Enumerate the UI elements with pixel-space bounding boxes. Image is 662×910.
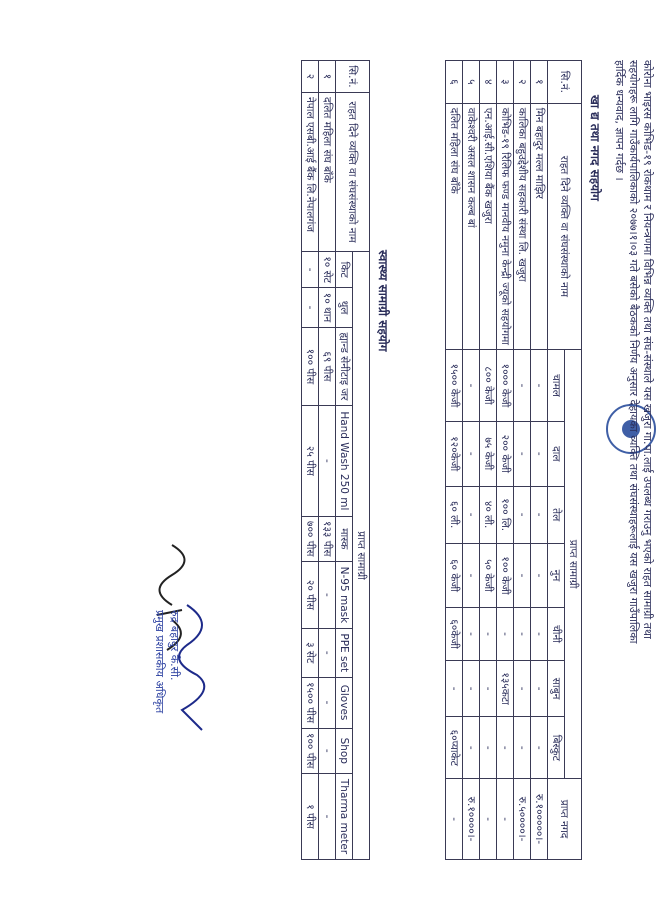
cell-cash: रु.१००००।- [463, 779, 480, 860]
col-sn: सि.नं. [548, 61, 582, 104]
cell-name: कोभिड-१९ रिलिफ फण्ड मानवीय नमुना केन्द्री ज्यूको सहयोगमा [497, 103, 514, 349]
cell-sanitizer: १०० पीस [302, 327, 319, 406]
col-hand-wash: Hand Wash 250 ml [336, 406, 353, 516]
cell-cash: - [446, 779, 463, 860]
cell-soap: - [531, 660, 548, 717]
cell-salt: १०० केजी [497, 543, 514, 608]
col-mask: मास्क [336, 516, 353, 561]
col-gloves: Gloves [336, 677, 353, 728]
cell-cash: रु.५००००।- [514, 779, 531, 860]
cell-sugar: - [480, 608, 497, 661]
cell-sn: ५ [463, 61, 480, 104]
officer-stamp [152, 610, 182, 713]
cell-sn: २ [514, 61, 531, 104]
cell-lentil: - [463, 422, 480, 487]
cell-rice: - [531, 349, 548, 421]
food-table-body [446, 61, 548, 860]
cell-oil: - [463, 486, 480, 543]
table-row [514, 61, 531, 860]
cell-soap: १३५कटा [497, 660, 514, 717]
cell-oil: - [531, 486, 548, 543]
col-rice: चामल [548, 349, 565, 421]
cell-biscuit: - [463, 717, 480, 779]
cell-lentil: - [531, 422, 548, 487]
cell-salt: - [531, 543, 548, 608]
cell-oil: १०० लि. [497, 486, 514, 543]
cell-biscuit: - [531, 717, 548, 779]
cell-thermometer: - [319, 773, 336, 859]
table-row [480, 61, 497, 860]
cell-sn: ४ [480, 61, 497, 104]
cell-lentil: ७५ केजी [480, 422, 497, 487]
col-biscuit: बिस्कुट [548, 717, 565, 779]
section-health-title: स्वास्थ्य सामाग्री सहयोग [376, 250, 390, 352]
cell-sn: १ [319, 61, 336, 93]
col-salt: नुन [548, 543, 565, 608]
cell-name: कालिका बहुउद्देशीय सहकारी संस्था लि. खजुरा [514, 103, 531, 349]
cell-hand_wash: - [319, 406, 336, 516]
cell-name: वाकेश्वरी असल शासन कल्ब बां [463, 103, 480, 349]
table-row [446, 61, 463, 860]
col-lentil: दाल [548, 422, 565, 487]
cell-sn: ३ [497, 61, 514, 104]
col-kit: किट [336, 251, 353, 287]
cell-lentil: २०० केजी [497, 422, 514, 487]
cell-sugar: - [497, 608, 514, 661]
col-name: राहत दिने व्यक्ति वा संघसंस्थाको नाम [548, 103, 582, 349]
cell-mask: ७०० पीस [302, 516, 319, 561]
cell-shop: - [319, 728, 336, 773]
cell-name: नेपाल एसबी.आई बैंक लि.नेपालगंज [302, 92, 319, 251]
cell-salt: ५० केजी [480, 543, 497, 608]
cell-cash: - [480, 779, 497, 860]
col-oil: तेल [548, 486, 565, 543]
cell-kit: - [302, 251, 319, 287]
col-n95: N-95 mask [336, 561, 353, 628]
intro-paragraph [612, 60, 654, 820]
cell-biscuit: - [480, 717, 497, 779]
cell-sugar: ६०केजी [446, 608, 463, 661]
col-received-materials: प्राप्त सामाग्री [353, 251, 370, 859]
cell-hand_wash: २५ पीस [302, 406, 319, 516]
table-row [497, 61, 514, 860]
intro-line-1: कोरोना भाइरस कोभिड-१९ रोकथाम र नियन्त्रणमा विभिन्न व्यक्ति तथा संघ-संस्थाले यस खजुरा गा.पा.लाई उपलब्ध गराउनु भएको राहत सामाग्री तथा [641, 60, 654, 639]
cell-soap: - [514, 660, 531, 717]
cell-oil: ४० ली. [480, 486, 497, 543]
cell-ppe: - [319, 628, 336, 677]
cell-sugar: - [514, 608, 531, 661]
cell-sn: २ [302, 61, 319, 93]
intro-line-3: हार्दिक धन्यवाद, ज्ञापन गर्दछ । [613, 60, 626, 181]
cell-lentil: - [514, 422, 531, 487]
table-row [302, 61, 319, 860]
cell-biscuit: ६०प्याकेट [446, 717, 463, 779]
cell-rice: ८०० केजी [480, 349, 497, 421]
cell-cash: रु.१०००००।- [531, 779, 548, 860]
table-row [319, 61, 336, 860]
col-sanitizer: ह्यान्ड सेनीटाइ जर [336, 327, 353, 406]
table-row [531, 61, 548, 860]
cell-sn: ६ [446, 61, 463, 104]
col-received-cash: प्राप्त नगद [548, 779, 582, 860]
cell-soap: - [446, 660, 463, 717]
cell-gloves: १५०० पीस [302, 677, 319, 728]
cell-sanitizer: ६९ पीस [319, 327, 336, 406]
cell-name: मिन बहादुर मल्ल माझिर [531, 103, 548, 349]
cell-salt: - [514, 543, 531, 608]
cell-ppe: ३ सेट [302, 628, 319, 677]
cell-rice: १५०० केजी [446, 349, 463, 421]
cell-name: दलित महिला संघ बाँके [319, 92, 336, 251]
health-table-body [302, 61, 336, 860]
cell-sn: १ [531, 61, 548, 104]
col-sugar: चीनी [548, 608, 565, 661]
cell-rice: - [463, 349, 480, 421]
cell-name: दलित महिला संघ बाँके [446, 103, 463, 349]
cell-kit: १० सेट [319, 251, 336, 287]
col-received-materials: प्राप्त सामाग्री [565, 349, 582, 778]
cell-sugar: - [531, 608, 548, 661]
col-sn: सि.नं. [336, 61, 370, 93]
officer-name: रुद्र बहादुर के.सी. [168, 610, 181, 681]
cell-gloves: - [319, 677, 336, 728]
cell-biscuit: - [514, 717, 531, 779]
cell-cloth: १० थान [319, 288, 336, 327]
cell-mask: १३३ पीस [319, 516, 336, 561]
cell-n95: २० पीस [302, 561, 319, 628]
col-name: राहत दिने व्यक्ति वा संघसंस्थाको नाम [336, 92, 370, 251]
cell-rice: - [514, 349, 531, 421]
cell-lentil: १२०केजी [446, 422, 463, 487]
food-cash-table [445, 60, 582, 860]
cell-soap: - [463, 660, 480, 717]
officer-title: प्रमुख प्रशासकीय अधिकृत [153, 610, 166, 714]
col-ppe: PPE set [336, 628, 353, 677]
col-shop: Shop [336, 728, 353, 773]
cell-name: एन.आई.सी.एशिया बैंक खजुरा [480, 103, 497, 349]
cell-salt: - [463, 543, 480, 608]
intro-line-2: सहयोगहरू लागि गाउँकार्यपालिकाको २०७७।१।०३ गते बसेको बैठकको निर्णय अनुसार देहायका व्यक्ति तथा संघसंस्थाहरूलाई यस खजुरा गाउँपालिका [627, 60, 640, 644]
section-food-title: खा द्य तथा नगद सहयोग [588, 95, 602, 201]
col-soap: साबुन [548, 660, 565, 717]
cell-cash: - [497, 779, 514, 860]
cell-biscuit: - [497, 717, 514, 779]
cell-cloth: - [302, 288, 319, 327]
cell-n95: - [319, 561, 336, 628]
cell-shop: १०० पीस [302, 728, 319, 773]
cell-sugar: - [463, 608, 480, 661]
cell-oil: - [514, 486, 531, 543]
cell-salt: ६० केजी [446, 543, 463, 608]
health-supplies-table [301, 60, 370, 860]
cell-thermometer: १ पीस [302, 773, 319, 859]
col-thermometer: Tharma meter [336, 773, 353, 859]
cell-oil: ६० ली. [446, 486, 463, 543]
cell-rice: १००० केजी [497, 349, 514, 421]
cell-soap: - [480, 660, 497, 717]
table-row [463, 61, 480, 860]
col-cloth: थुल [336, 288, 353, 327]
